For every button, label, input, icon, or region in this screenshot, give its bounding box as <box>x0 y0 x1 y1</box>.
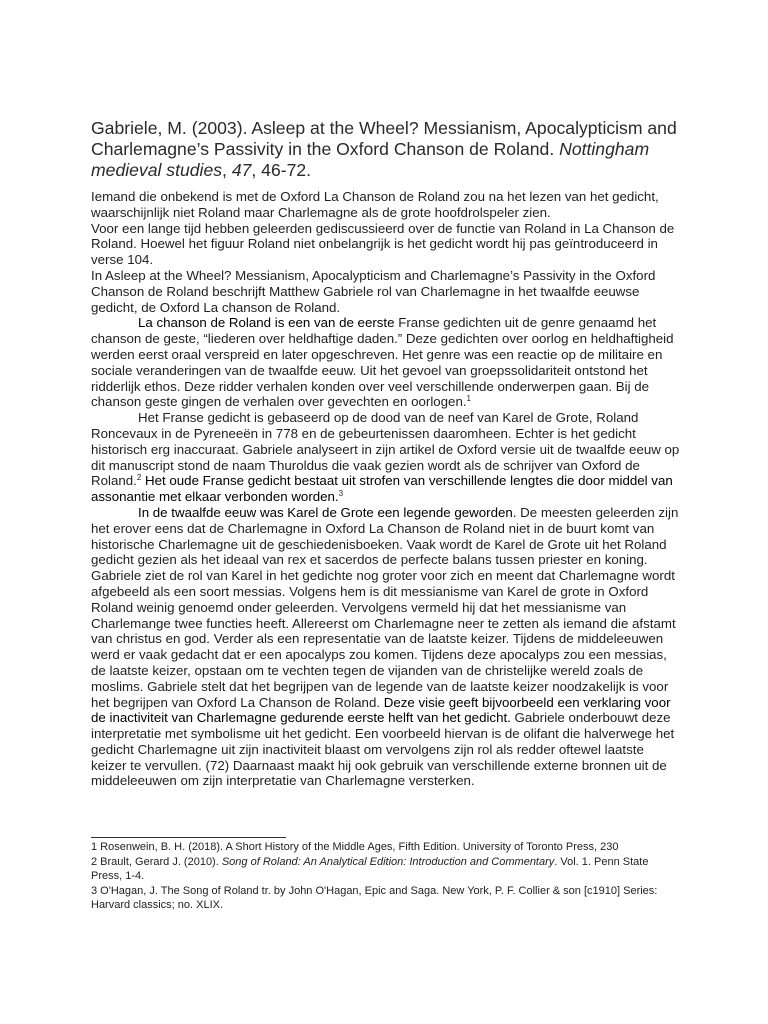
highlight-text: In de twaalfde eeuw was Karel de Grote een legende geworden. <box>138 504 517 520</box>
citation-volume: 47 <box>231 160 252 180</box>
footnotes <box>91 840 671 913</box>
paragraph-karel-legend <box>91 505 681 789</box>
footnote-2-author: 2 Brault, Gerard J. (2010). <box>91 856 222 868</box>
footnote-3: 3 O'Hagan, J. The Song of Roland tr. by John O'Hagan, Epic and Saga. New York, P. F. Collier & son [c1910] Series: Harvard classics; no. XLIX. <box>91 885 658 911</box>
citation-pages: , 46-72. <box>251 160 312 180</box>
footnote-2 <box>91 855 671 883</box>
citation-authors-title: Gabriele, M. (2003). Asleep at the Wheel? Messianism, Apocalypticism and Charlemagne’s Passivity in the Oxford Chanson de Roland. <box>91 118 677 159</box>
paragraph-text: Gabriele onderbouwt deze interpretatie met symbolisme uit het gedicht. Een voorbeeld hiervan is de olifant die halverwege het gedicht Charlemagne uit zijn inactiviteit blaast om vervolgens zijn rol als redder oftewel laatste keizer te vervullen. (72) Daarnaast maakt hij ook gebruik van verschillende externe bronnen uit de middeleeuwen om zijn interpretatie van Charlemagne versterken. <box>91 710 675 789</box>
citation-heading <box>91 118 691 181</box>
body-text <box>91 189 681 789</box>
highlight-text: Het oude Franse gedicht bestaat uit strofen van verschillende lengtes die door middel van assonantie met elkaar verbonden worden. <box>91 473 673 505</box>
paragraph-intro: Iemand die onbekend is met de Oxford La Chanson de Roland zou na het lezen van het gedicht, waarschijnlijk niet Roland maar Charlemagne als de grote hoofdrolspeler zien. <box>91 189 659 220</box>
paragraph-debate: Voor een lange tijd hebben geleerden gediscussieerd over de functie van Roland in La Chanson de Roland. Hoewel het figuur Roland niet onbelangrijk is het gedicht wordt hij pas geïntroduceerd in verse 104. <box>91 220 675 268</box>
footnote-2-title: Song of Roland: An Analytical Edition: Introduction and Commentary <box>221 856 555 868</box>
footnote-2-publisher: . Vol. 1. Penn State Press, 1-4. <box>91 856 649 882</box>
paragraph-article-summary: In Asleep at the Wheel? Messianism, Apocalypticism and Charlemagne’s Passivity in the Oxford Chanson de Roland beschrijft Matthew Gabriele rol van Charlemagne in het twaalfde eeuwse gedicht, de Oxford La chanson de Roland. <box>91 267 656 315</box>
footnote-divider <box>91 837 286 838</box>
paragraph-text: De meesten geleerden zijn het erover eens dat de Charlemagne in Oxford La Chanson de Roland niet in de buurt komt van historische Charlemagne uit de geschiedenisboeken. Vaak wordt de Karel de Grote uit het Roland gedicht gezien als het ideaal van rex et sacerdos de perfecte balans tussen priester en koning. Gabriele ziet de rol van Karel in het gedichte nog groter voor zich en meent dat Charlemagne wordt afgebeeld als een soort messias. Volgens hem is dit messianisme van Karel de grote in Oxford Roland weinig genoemd onder geleerden. Vervolgens vermeld hij dat het messianisme van Charlemange twee functies heeft. Allereerst om Charlemagne neer te zetten als iemand die afstamt van christus en god. Verder als een representatie van de laatste keizer. Tijdens de middeleeuwen werd er vaak gedacht dat er een apocalyps zou komen. Tijdens deze apocalyps zou een messias, de laatste keizer, opstaan om te vechten tegen de vijanden van de christelijke wereld zoals de moslims. Gabriele stelt dat het begrijpen van de legende van de laatste keizer noodzakelijk is voor het begrijpen van Oxford La Chanson de Roland. <box>91 504 679 710</box>
paragraph-french-poem <box>91 410 681 505</box>
paragraph-text: Franse gedichten uit de genre genaamd het chanson de geste, “liederen over heldhaftige daden.” Deze gedichten over oorlog en heldhaftigheid werden eerst oraal verspreid en later opgeschreven. Het genre was een reactie op de militaire en sociale veranderingen van de twaalfde eeuw. Uit het gevoel van groepssolidariteit ontstond het ridderlijk ethos. Deze ridder verhalen konden over veel verschillende onderwerpen gaan. Bij de chanson geste gingen de verhalen over gevechten en oorlogen. <box>91 315 674 410</box>
highlight-text: La chanson de Roland is een van de eerste <box>138 315 395 331</box>
citation-separator: , <box>222 160 232 180</box>
paragraph-text: Het Franse gedicht is gebaseerd op de dood van de neef van Karel de Grote, Roland Roncevaux in de Pyreneeën in 778 en de gebeurtenissen daaromheen. Echter is het gedicht historisch erg inaccuraat. Gabriele analyseert in zijn artikel de Oxford versie uit de twaalfde eeuw op dit manuscript stond de naam Thuroldus die vaak gezien wordt als de schrijver van Oxford de Roland. <box>91 410 680 489</box>
footnote-ref-3[interactable]: 3 <box>338 489 344 499</box>
citation-journal: Nottingham medieval studies <box>91 139 650 180</box>
paragraph-chanson-de-geste <box>91 315 681 410</box>
footnote-1: 1 Rosenwein, B. H. (2018). A Short History of the Middle Ages, Fifth Edition. University of Toronto Press, 230 <box>91 841 619 853</box>
highlight-text: Deze visie geeft bijvoorbeeld een verklaring voor de inactiviteit van Charlemagne gedurende eerste helft van het gedicht. <box>91 694 671 726</box>
footnote-ref-2[interactable]: 2 <box>136 473 142 483</box>
footnote-ref-1[interactable]: 1 <box>466 394 471 404</box>
